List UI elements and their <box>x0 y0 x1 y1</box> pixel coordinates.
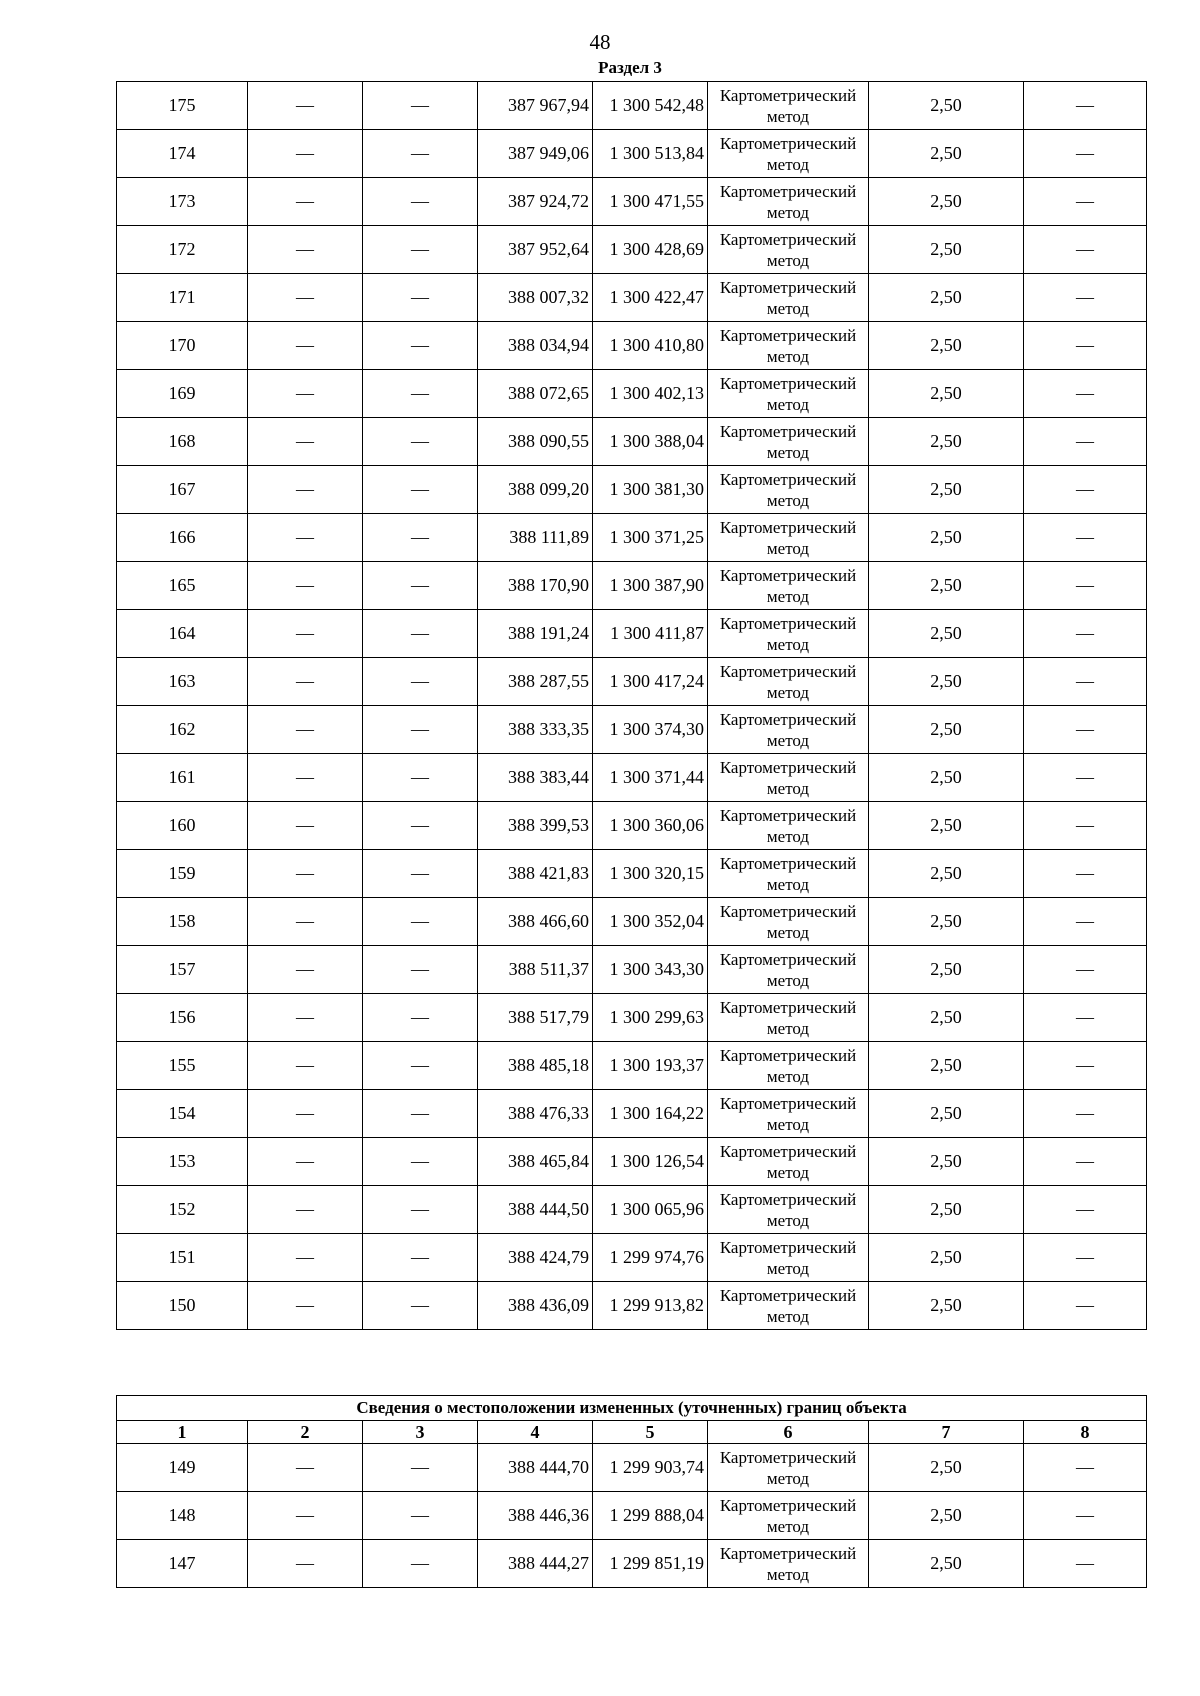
empty-cell: — <box>363 1042 478 1090</box>
empty-cell: — <box>1024 226 1147 274</box>
point-number-cell: 174 <box>117 130 248 178</box>
point-number-cell: 164 <box>117 610 248 658</box>
table-row <box>117 754 1147 802</box>
column-number: 4 <box>478 1421 593 1444</box>
coord-x-cell: 388 034,94 <box>478 322 593 370</box>
method-cell: Картометрический метод <box>708 994 869 1042</box>
empty-cell: — <box>363 562 478 610</box>
empty-cell: — <box>248 466 363 514</box>
table-row <box>117 802 1147 850</box>
accuracy-cell: 2,50 <box>869 226 1024 274</box>
coord-y-cell: 1 299 903,74 <box>593 1444 708 1492</box>
point-number-cell: 151 <box>117 1234 248 1282</box>
method-cell: Картометрический метод <box>708 850 869 898</box>
empty-cell: — <box>363 850 478 898</box>
accuracy-cell: 2,50 <box>869 706 1024 754</box>
coord-y-cell: 1 300 411,87 <box>593 610 708 658</box>
empty-cell: — <box>363 322 478 370</box>
table-row <box>117 1234 1147 1282</box>
empty-cell: — <box>363 1444 478 1492</box>
point-number-cell: 152 <box>117 1186 248 1234</box>
empty-cell: — <box>248 898 363 946</box>
coord-y-cell: 1 300 402,13 <box>593 370 708 418</box>
coord-y-cell: 1 300 410,80 <box>593 322 708 370</box>
empty-cell: — <box>248 658 363 706</box>
coordinates-table <box>116 81 1147 1330</box>
empty-cell: — <box>363 370 478 418</box>
coord-y-cell: 1 300 360,06 <box>593 802 708 850</box>
point-number-cell: 154 <box>117 1090 248 1138</box>
accuracy-cell: 2,50 <box>869 1042 1024 1090</box>
empty-cell: — <box>363 1090 478 1138</box>
empty-cell: — <box>1024 1042 1147 1090</box>
method-cell: Картометрический метод <box>708 370 869 418</box>
method-cell: Картометрический метод <box>708 1090 869 1138</box>
table-row <box>117 706 1147 754</box>
coord-y-cell: 1 300 164,22 <box>593 1090 708 1138</box>
method-cell: Картометрический метод <box>708 1186 869 1234</box>
coord-y-cell: 1 300 065,96 <box>593 1186 708 1234</box>
method-cell: Картометрический метод <box>708 178 869 226</box>
coord-x-cell: 387 967,94 <box>478 82 593 130</box>
table-row <box>117 850 1147 898</box>
table-row <box>117 1186 1147 1234</box>
point-number-cell: 162 <box>117 706 248 754</box>
table-row <box>117 418 1147 466</box>
table-row <box>117 1492 1147 1540</box>
empty-cell: — <box>248 850 363 898</box>
empty-cell: — <box>1024 1138 1147 1186</box>
point-number-cell: 147 <box>117 1540 248 1588</box>
empty-cell: — <box>363 130 478 178</box>
method-cell: Картометрический метод <box>708 706 869 754</box>
point-number-cell: 171 <box>117 274 248 322</box>
empty-cell: — <box>248 370 363 418</box>
accuracy-cell: 2,50 <box>869 322 1024 370</box>
table-row <box>117 1090 1147 1138</box>
accuracy-cell: 2,50 <box>869 1138 1024 1186</box>
point-number-cell: 153 <box>117 1138 248 1186</box>
coord-x-cell: 388 444,27 <box>478 1540 593 1588</box>
point-number-cell: 155 <box>117 1042 248 1090</box>
point-number-cell: 159 <box>117 850 248 898</box>
table-row <box>117 658 1147 706</box>
method-cell: Картометрический метод <box>708 1540 869 1588</box>
table-row <box>117 994 1147 1042</box>
empty-cell: — <box>363 1186 478 1234</box>
empty-cell: — <box>248 418 363 466</box>
empty-cell: — <box>1024 82 1147 130</box>
coord-x-cell: 388 444,50 <box>478 1186 593 1234</box>
empty-cell: — <box>248 514 363 562</box>
table-row <box>117 1540 1147 1588</box>
table-row <box>117 562 1147 610</box>
method-cell: Картометрический метод <box>708 610 869 658</box>
table-row <box>117 130 1147 178</box>
accuracy-cell: 2,50 <box>869 1540 1024 1588</box>
point-number-cell: 156 <box>117 994 248 1042</box>
coord-x-cell: 388 485,18 <box>478 1042 593 1090</box>
method-cell: Картометрический метод <box>708 1138 869 1186</box>
empty-cell: — <box>363 274 478 322</box>
coord-y-cell: 1 300 126,54 <box>593 1138 708 1186</box>
point-number-cell: 163 <box>117 658 248 706</box>
accuracy-cell: 2,50 <box>869 1090 1024 1138</box>
method-cell: Картометрический метод <box>708 466 869 514</box>
empty-cell: — <box>363 898 478 946</box>
method-cell: Картометрический метод <box>708 514 869 562</box>
empty-cell: — <box>1024 562 1147 610</box>
page-number: 48 <box>589 30 611 54</box>
empty-cell: — <box>248 1282 363 1330</box>
point-number-cell: 167 <box>117 466 248 514</box>
table-row <box>117 1042 1147 1090</box>
accuracy-cell: 2,50 <box>869 658 1024 706</box>
table-row <box>117 82 1147 130</box>
point-number-cell: 149 <box>117 1444 248 1492</box>
empty-cell: — <box>248 1090 363 1138</box>
empty-cell: — <box>363 466 478 514</box>
point-number-cell: 148 <box>117 1492 248 1540</box>
empty-cell: — <box>363 1492 478 1540</box>
empty-cell: — <box>248 994 363 1042</box>
column-number: 3 <box>363 1421 478 1444</box>
empty-cell: — <box>363 658 478 706</box>
coord-y-cell: 1 299 851,19 <box>593 1540 708 1588</box>
empty-cell: — <box>248 802 363 850</box>
empty-cell: — <box>1024 466 1147 514</box>
accuracy-cell: 2,50 <box>869 1234 1024 1282</box>
empty-cell: — <box>1024 1234 1147 1282</box>
coord-x-cell: 388 399,53 <box>478 802 593 850</box>
accuracy-cell: 2,50 <box>869 178 1024 226</box>
coord-x-cell: 387 924,72 <box>478 178 593 226</box>
coord-y-cell: 1 300 388,04 <box>593 418 708 466</box>
method-cell: Картометрический метод <box>708 226 869 274</box>
method-cell: Картометрический метод <box>708 754 869 802</box>
coord-x-cell: 388 333,35 <box>478 706 593 754</box>
coord-y-cell: 1 300 371,25 <box>593 514 708 562</box>
coord-x-cell: 388 511,37 <box>478 946 593 994</box>
accuracy-cell: 2,50 <box>869 514 1024 562</box>
accuracy-cell: 2,50 <box>869 1282 1024 1330</box>
method-cell: Картометрический метод <box>708 898 869 946</box>
empty-cell: — <box>363 802 478 850</box>
empty-cell: — <box>1024 514 1147 562</box>
coord-x-cell: 388 424,79 <box>478 1234 593 1282</box>
table-row <box>117 898 1147 946</box>
empty-cell: — <box>1024 1090 1147 1138</box>
point-number-cell: 165 <box>117 562 248 610</box>
point-number-cell: 160 <box>117 802 248 850</box>
empty-cell: — <box>248 610 363 658</box>
empty-cell: — <box>248 706 363 754</box>
method-cell: Картометрический метод <box>708 130 869 178</box>
table-heading: Сведения о местоположении измененных (уточненных) границ объекта <box>117 1396 1147 1421</box>
empty-cell: — <box>248 130 363 178</box>
coordinates-table-body <box>117 82 1147 1330</box>
empty-cell: — <box>248 562 363 610</box>
table-row <box>117 1282 1147 1330</box>
column-numbers-row <box>117 1421 1147 1444</box>
method-cell: Картометрический метод <box>708 1282 869 1330</box>
empty-cell: — <box>363 514 478 562</box>
coord-y-cell: 1 300 513,84 <box>593 130 708 178</box>
empty-cell: — <box>248 178 363 226</box>
column-number: 7 <box>869 1421 1024 1444</box>
accuracy-cell: 2,50 <box>869 82 1024 130</box>
empty-cell: — <box>248 946 363 994</box>
point-number-cell: 169 <box>117 370 248 418</box>
empty-cell: — <box>363 226 478 274</box>
empty-cell: — <box>1024 658 1147 706</box>
coord-x-cell: 388 111,89 <box>478 514 593 562</box>
empty-cell: — <box>248 754 363 802</box>
method-cell: Картометрический метод <box>708 418 869 466</box>
coord-x-cell: 388 007,32 <box>478 274 593 322</box>
empty-cell: — <box>1024 1540 1147 1588</box>
coord-y-cell: 1 300 471,55 <box>593 178 708 226</box>
method-cell: Картометрический метод <box>708 82 869 130</box>
method-cell: Картометрический метод <box>708 1444 869 1492</box>
accuracy-cell: 2,50 <box>869 1444 1024 1492</box>
table-row <box>117 610 1147 658</box>
coord-y-cell: 1 300 542,48 <box>593 82 708 130</box>
point-number-cell: 175 <box>117 82 248 130</box>
changed-boundaries-table-body <box>117 1396 1147 1588</box>
empty-cell: — <box>363 418 478 466</box>
empty-cell: — <box>1024 706 1147 754</box>
empty-cell: — <box>363 754 478 802</box>
empty-cell: — <box>363 1282 478 1330</box>
accuracy-cell: 2,50 <box>869 946 1024 994</box>
point-number-cell: 173 <box>117 178 248 226</box>
coord-x-cell: 388 287,55 <box>478 658 593 706</box>
point-number-cell: 172 <box>117 226 248 274</box>
accuracy-cell: 2,50 <box>869 130 1024 178</box>
empty-cell: — <box>363 1234 478 1282</box>
empty-cell: — <box>363 946 478 994</box>
coord-y-cell: 1 300 374,30 <box>593 706 708 754</box>
accuracy-cell: 2,50 <box>869 1186 1024 1234</box>
method-cell: Картометрический метод <box>708 802 869 850</box>
accuracy-cell: 2,50 <box>869 466 1024 514</box>
coord-x-cell: 388 191,24 <box>478 610 593 658</box>
coord-x-cell: 387 949,06 <box>478 130 593 178</box>
column-number: 8 <box>1024 1421 1147 1444</box>
empty-cell: — <box>363 706 478 754</box>
accuracy-cell: 2,50 <box>869 1492 1024 1540</box>
accuracy-cell: 2,50 <box>869 898 1024 946</box>
coord-x-cell: 388 517,79 <box>478 994 593 1042</box>
empty-cell: — <box>1024 994 1147 1042</box>
table-row <box>117 1444 1147 1492</box>
empty-cell: — <box>363 610 478 658</box>
empty-cell: — <box>363 994 478 1042</box>
empty-cell: — <box>1024 274 1147 322</box>
empty-cell: — <box>1024 850 1147 898</box>
coord-x-cell: 388 383,44 <box>478 754 593 802</box>
table-row <box>117 514 1147 562</box>
empty-cell: — <box>248 322 363 370</box>
coord-x-cell: 388 099,20 <box>478 466 593 514</box>
point-number-cell: 170 <box>117 322 248 370</box>
empty-cell: — <box>1024 1444 1147 1492</box>
accuracy-cell: 2,50 <box>869 418 1024 466</box>
coord-x-cell: 388 072,65 <box>478 370 593 418</box>
table-row <box>117 226 1147 274</box>
method-cell: Картометрический метод <box>708 322 869 370</box>
point-number-cell: 161 <box>117 754 248 802</box>
coord-y-cell: 1 300 371,44 <box>593 754 708 802</box>
column-number: 6 <box>708 1421 869 1444</box>
point-number-cell: 150 <box>117 1282 248 1330</box>
table-row <box>117 178 1147 226</box>
table-row <box>117 946 1147 994</box>
empty-cell: — <box>248 1042 363 1090</box>
empty-cell: — <box>363 1138 478 1186</box>
accuracy-cell: 2,50 <box>869 802 1024 850</box>
accuracy-cell: 2,50 <box>869 274 1024 322</box>
point-number-cell: 168 <box>117 418 248 466</box>
coord-x-cell: 388 444,70 <box>478 1444 593 1492</box>
coord-x-cell: 388 436,09 <box>478 1282 593 1330</box>
changed-boundaries-table <box>116 1395 1147 1588</box>
method-cell: Картометрический метод <box>708 274 869 322</box>
accuracy-cell: 2,50 <box>869 850 1024 898</box>
empty-cell: — <box>1024 178 1147 226</box>
empty-cell: — <box>363 82 478 130</box>
coord-x-cell: 388 170,90 <box>478 562 593 610</box>
empty-cell: — <box>363 178 478 226</box>
coord-y-cell: 1 300 381,30 <box>593 466 708 514</box>
empty-cell: — <box>1024 418 1147 466</box>
empty-cell: — <box>1024 1492 1147 1540</box>
coord-y-cell: 1 300 417,24 <box>593 658 708 706</box>
accuracy-cell: 2,50 <box>869 562 1024 610</box>
empty-cell: — <box>1024 1282 1147 1330</box>
coord-y-cell: 1 300 352,04 <box>593 898 708 946</box>
column-number: 2 <box>248 1421 363 1444</box>
point-number-cell: 166 <box>117 514 248 562</box>
coord-y-cell: 1 299 913,82 <box>593 1282 708 1330</box>
coord-y-cell: 1 300 387,90 <box>593 562 708 610</box>
coord-y-cell: 1 299 974,76 <box>593 1234 708 1282</box>
empty-cell: — <box>248 1186 363 1234</box>
empty-cell: — <box>248 1492 363 1540</box>
column-number: 1 <box>117 1421 248 1444</box>
section-title: Раздел 3 <box>598 58 662 77</box>
coord-y-cell: 1 300 422,47 <box>593 274 708 322</box>
coord-y-cell: 1 300 320,15 <box>593 850 708 898</box>
accuracy-cell: 2,50 <box>869 754 1024 802</box>
table-row <box>117 274 1147 322</box>
table-row <box>117 466 1147 514</box>
coord-x-cell: 388 465,84 <box>478 1138 593 1186</box>
empty-cell: — <box>248 226 363 274</box>
coord-y-cell: 1 300 428,69 <box>593 226 708 274</box>
table-heading-row <box>117 1396 1147 1421</box>
method-cell: Картометрический метод <box>708 946 869 994</box>
coord-x-cell: 388 421,83 <box>478 850 593 898</box>
coord-x-cell: 388 446,36 <box>478 1492 593 1540</box>
empty-cell: — <box>1024 946 1147 994</box>
empty-cell: — <box>1024 322 1147 370</box>
empty-cell: — <box>1024 130 1147 178</box>
method-cell: Картометрический метод <box>708 1234 869 1282</box>
method-cell: Картометрический метод <box>708 658 869 706</box>
method-cell: Картометрический метод <box>708 1042 869 1090</box>
coord-x-cell: 388 476,33 <box>478 1090 593 1138</box>
empty-cell: — <box>248 1540 363 1588</box>
coord-x-cell: 388 090,55 <box>478 418 593 466</box>
coord-x-cell: 388 466,60 <box>478 898 593 946</box>
table-row <box>117 322 1147 370</box>
accuracy-cell: 2,50 <box>869 994 1024 1042</box>
empty-cell: — <box>1024 610 1147 658</box>
table-row <box>117 370 1147 418</box>
coord-y-cell: 1 300 193,37 <box>593 1042 708 1090</box>
empty-cell: — <box>1024 1186 1147 1234</box>
coord-x-cell: 387 952,64 <box>478 226 593 274</box>
empty-cell: — <box>248 82 363 130</box>
empty-cell: — <box>363 1540 478 1588</box>
accuracy-cell: 2,50 <box>869 610 1024 658</box>
point-number-cell: 157 <box>117 946 248 994</box>
empty-cell: — <box>1024 898 1147 946</box>
coord-y-cell: 1 300 299,63 <box>593 994 708 1042</box>
coord-y-cell: 1 300 343,30 <box>593 946 708 994</box>
empty-cell: — <box>248 1444 363 1492</box>
table-row <box>117 1138 1147 1186</box>
empty-cell: — <box>248 274 363 322</box>
accuracy-cell: 2,50 <box>869 370 1024 418</box>
coord-y-cell: 1 299 888,04 <box>593 1492 708 1540</box>
point-number-cell: 158 <box>117 898 248 946</box>
empty-cell: — <box>1024 370 1147 418</box>
method-cell: Картометрический метод <box>708 562 869 610</box>
empty-cell: — <box>1024 802 1147 850</box>
column-number: 5 <box>593 1421 708 1444</box>
empty-cell: — <box>1024 754 1147 802</box>
empty-cell: — <box>248 1138 363 1186</box>
method-cell: Картометрический метод <box>708 1492 869 1540</box>
empty-cell: — <box>248 1234 363 1282</box>
